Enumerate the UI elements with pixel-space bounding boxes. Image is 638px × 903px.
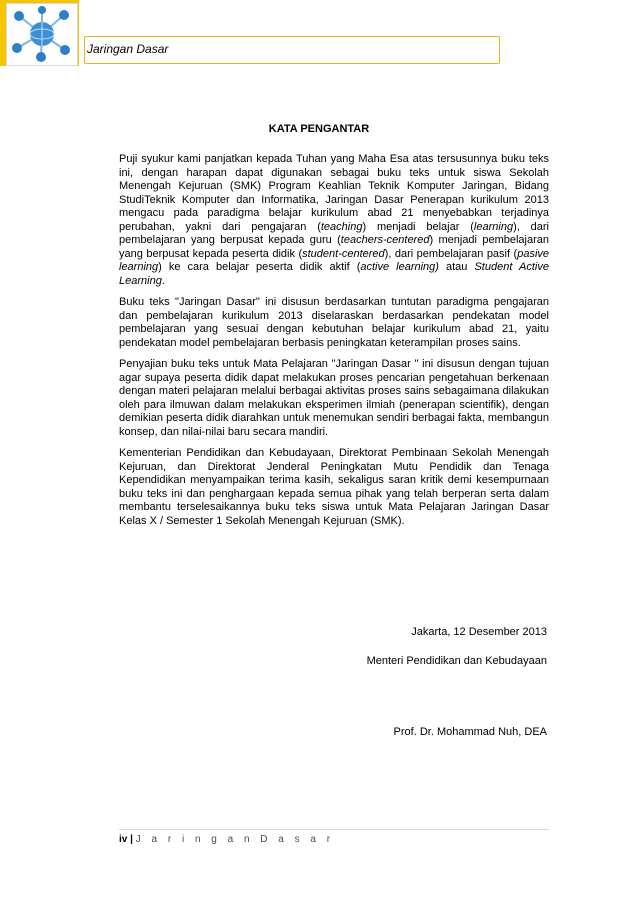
header-title: Jaringan Dasar — [87, 42, 169, 56]
paragraph-1-run-15: . — [161, 274, 165, 287]
paragraph-1-run-11: ) ke cara belajar peserta didik aktif ( — [158, 261, 361, 273]
signatory-name: Prof. Dr. Mohammad Nuh, DEA — [393, 726, 547, 738]
paragraph-2-run-1: Buku teks "Jaringan Dasar" ini disusun berdasarkan tuntutan paradigma pengajaran dan pembelajaran kurikulum 2013 diselaraskan berdasarkan pendekatan model pembelajaran yang sesuai dengan kebutuhan belajar kurikulum abad 21, yaitu pendekatan model pembelajaran berbasis peningkatan keterampilan proses sains. — [119, 296, 549, 349]
footer-divider — [119, 829, 549, 830]
paragraph-1-run-9: ), dari pembelajaran pasif ( — [384, 247, 518, 260]
footer-book-title: J a r i n g a n D a s a r — [135, 834, 335, 845]
footer-separator: | — [130, 834, 133, 845]
paragraph-1-run-1: Puji syukur kami panjatkan kepada Tuhan yang Maha Esa atas tersusunnya buku teks ini, dengan harapan dapat digunakan sebagai buku teks untuk siswa Sekolah Menengah Kejuruan (SMK) Program Keahlian Teknik Komputer Jaringan, Bidang StudiTeknik Komputer dan Informatika, Jaringan Dasar Penerapan kurikulum 2013 mengacu pada paradigma belajar kurikulum abad 21 menyebabkan terjadinya perubahan, yakni dari pengajaran ( — [119, 153, 549, 233]
place-date: Jakarta, 12 Desember 2013 — [411, 626, 547, 638]
paragraph-1-run-4: learning — [473, 220, 514, 233]
paragraph-1-run-12: active learning) — [360, 261, 439, 273]
paragraph-1-run-2: teaching — [320, 220, 363, 233]
paragraph-4 — [119, 447, 549, 528]
paragraph-4-run-1: Kementerian Pendidikan dan Kebudayaan, Direktorat Pembinaan Sekolah Menengah Kejuruan, dan Direktorat Jenderal Peningkatan Mutu Pendidik dan Tenaga Kependidikan menyampaikan terima kasih, sekaligus saran kritik demi kesempurnaan buku teks ini dan penghargaan kepada semua pihak yang telah berperan serta dalam membantu terselesaikannya buku teks siswa untuk Mata Pelajaran Jaringan Dasar Kelas X / Semester 1 Sekolah Menengah Kejuruan (SMK). — [119, 447, 549, 527]
paragraph-1-run-10: pasive learning — [119, 247, 549, 273]
paragraph-1 — [119, 153, 549, 288]
footer — [119, 834, 334, 845]
paragraph-1-run-13: atau — [438, 261, 475, 273]
paragraph-3 — [119, 358, 549, 439]
paragraph-1-run-6: teachers-centered — [340, 234, 430, 246]
page-number: iv — [119, 834, 128, 845]
page-title: KATA PENGANTAR — [268, 123, 370, 135]
signatory-position: Menteri Pendidikan dan Kebudayaan — [366, 655, 547, 667]
network-logo-icon — [6, 3, 78, 66]
paragraph-1-run-14: Student Active Learning — [119, 261, 549, 287]
paragraph-1-run-7: ) menjadi pembelajaran yang berpusat kepada peserta didik ( — [119, 234, 549, 260]
paragraph-1-run-5: ), dari pembelajaran yang berpusat kepada guru ( — [119, 220, 549, 246]
paragraph-1-run-3: ) menjadi belajar ( — [362, 220, 474, 233]
paragraph-2 — [119, 296, 549, 350]
paragraph-3-run-1: Penyajian buku teks untuk Mata Pelajaran "Jaringan Dasar " ini disusun dengan tujuan agar supaya peserta didik dapat melakukan proses pencarian pengetahuan berkenaan dengan materi pelajaran melalui berbagai aktivitas proses sains sebagaimana dilakukan oleh para ilmuwan dalam melakukan eksperimen ilmiah (penerapan scientifik), dengan demikian peserta didik diarahkan untuk menemukan sendiri berbagai fakta, membangun konsep, dan nilai-nilai baru secara mandiri. — [119, 358, 549, 438]
document-body — [119, 153, 549, 536]
paragraph-1-run-8: student-centered — [302, 247, 385, 260]
